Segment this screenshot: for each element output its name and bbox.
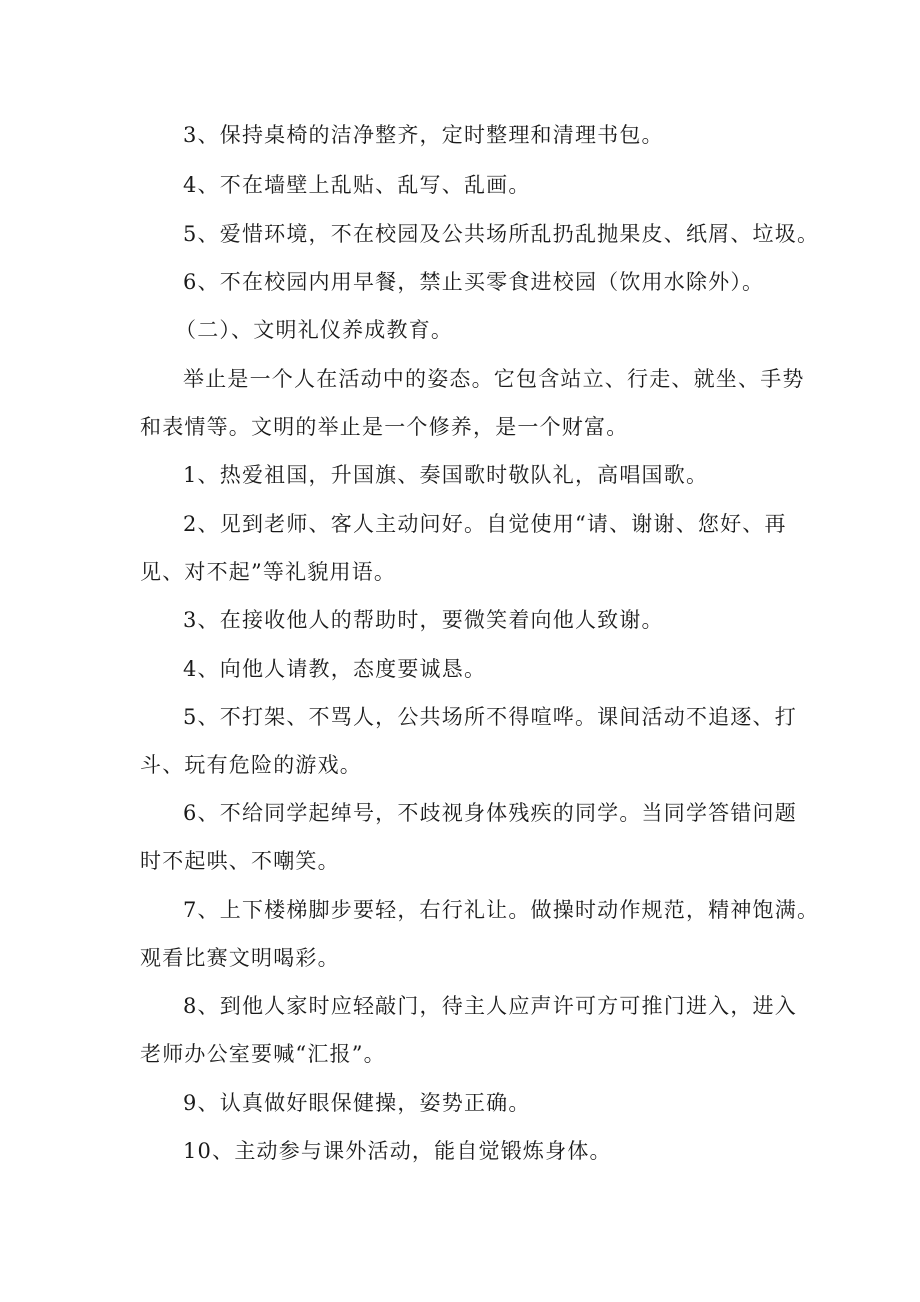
paragraph-behavior-line-2: 和表情等。文明的举止是一个修养，是一个财富。 — [140, 415, 629, 439]
rule-4-ask-sincerely: 4、向他人请教，态度要诚恳。 — [183, 657, 487, 681]
section-heading-etiquette: （二）、文明礼仪养成教育。 — [175, 318, 454, 342]
rule-6-no-nicknames-line-2: 时不起哄、不嘲笑。 — [140, 849, 340, 873]
rule-8-knock-door-line-1: 8、到他人家时应轻敲门，待主人应声许可方可推门进入，进入 — [183, 994, 797, 1018]
rule-2-greet-teachers-line-2: 见、对不起”等礼貌用语。 — [140, 560, 397, 584]
rule-3-thank-others: 3、在接收他人的帮助时，要微笑着向他人致谢。 — [183, 608, 664, 632]
rule-9-eye-exercises: 9、认真做好眼保健操，姿势正确。 — [183, 1091, 531, 1115]
rule-2-greet-teachers-line-1: 2、见到老师、客人主动问好。自觉使用“请、谢谢、您好、再 — [183, 512, 787, 536]
rule-4-no-wall-graffiti: 4、不在墙壁上乱贴、乱写、乱画。 — [183, 173, 531, 197]
rule-5-no-fighting-line-1: 5、不打架、不骂人，公共场所不得喧哗。课间活动不追逐、打 — [183, 705, 797, 729]
rule-6-no-nicknames-line-1: 6、不给同学起绰号，不歧视身体残疾的同学。当同学答错问题 — [183, 801, 797, 825]
rule-7-stairs-line-1: 7、上下楼梯脚步要轻，右行礼让。做操时动作规范，精神饱满。 — [183, 898, 820, 922]
rule-10-extracurricular: 10、主动参与课外活动，能自觉锻炼身体。 — [183, 1139, 612, 1163]
paragraph-behavior-line-1: 举止是一个人在活动中的姿态。它包含站立、行走、就坐、手势 — [183, 367, 805, 391]
rule-1-love-country: 1、热爱祖国，升国旗、奏国歌时敬队礼，高唱国歌。 — [183, 463, 709, 487]
rule-6-no-breakfast-on-campus: 6、不在校园内用早餐，禁止买零食进校园（饮用水除外）。 — [183, 270, 765, 294]
rule-5-protect-environment: 5、爱惜环境，不在校园及公共场所乱扔乱抛果皮、纸屑、垃圾。 — [183, 222, 820, 246]
rule-8-knock-door-line-2: 老师办公室要喊“汇报”。 — [140, 1042, 386, 1066]
rule-7-stairs-line-2: 观看比赛文明喝彩。 — [140, 946, 340, 970]
rule-5-no-fighting-line-2: 斗、玩有危险的游戏。 — [140, 753, 362, 777]
rule-3-desk-tidy: 3、保持桌椅的洁净整齐，定时整理和清理书包。 — [183, 123, 664, 147]
